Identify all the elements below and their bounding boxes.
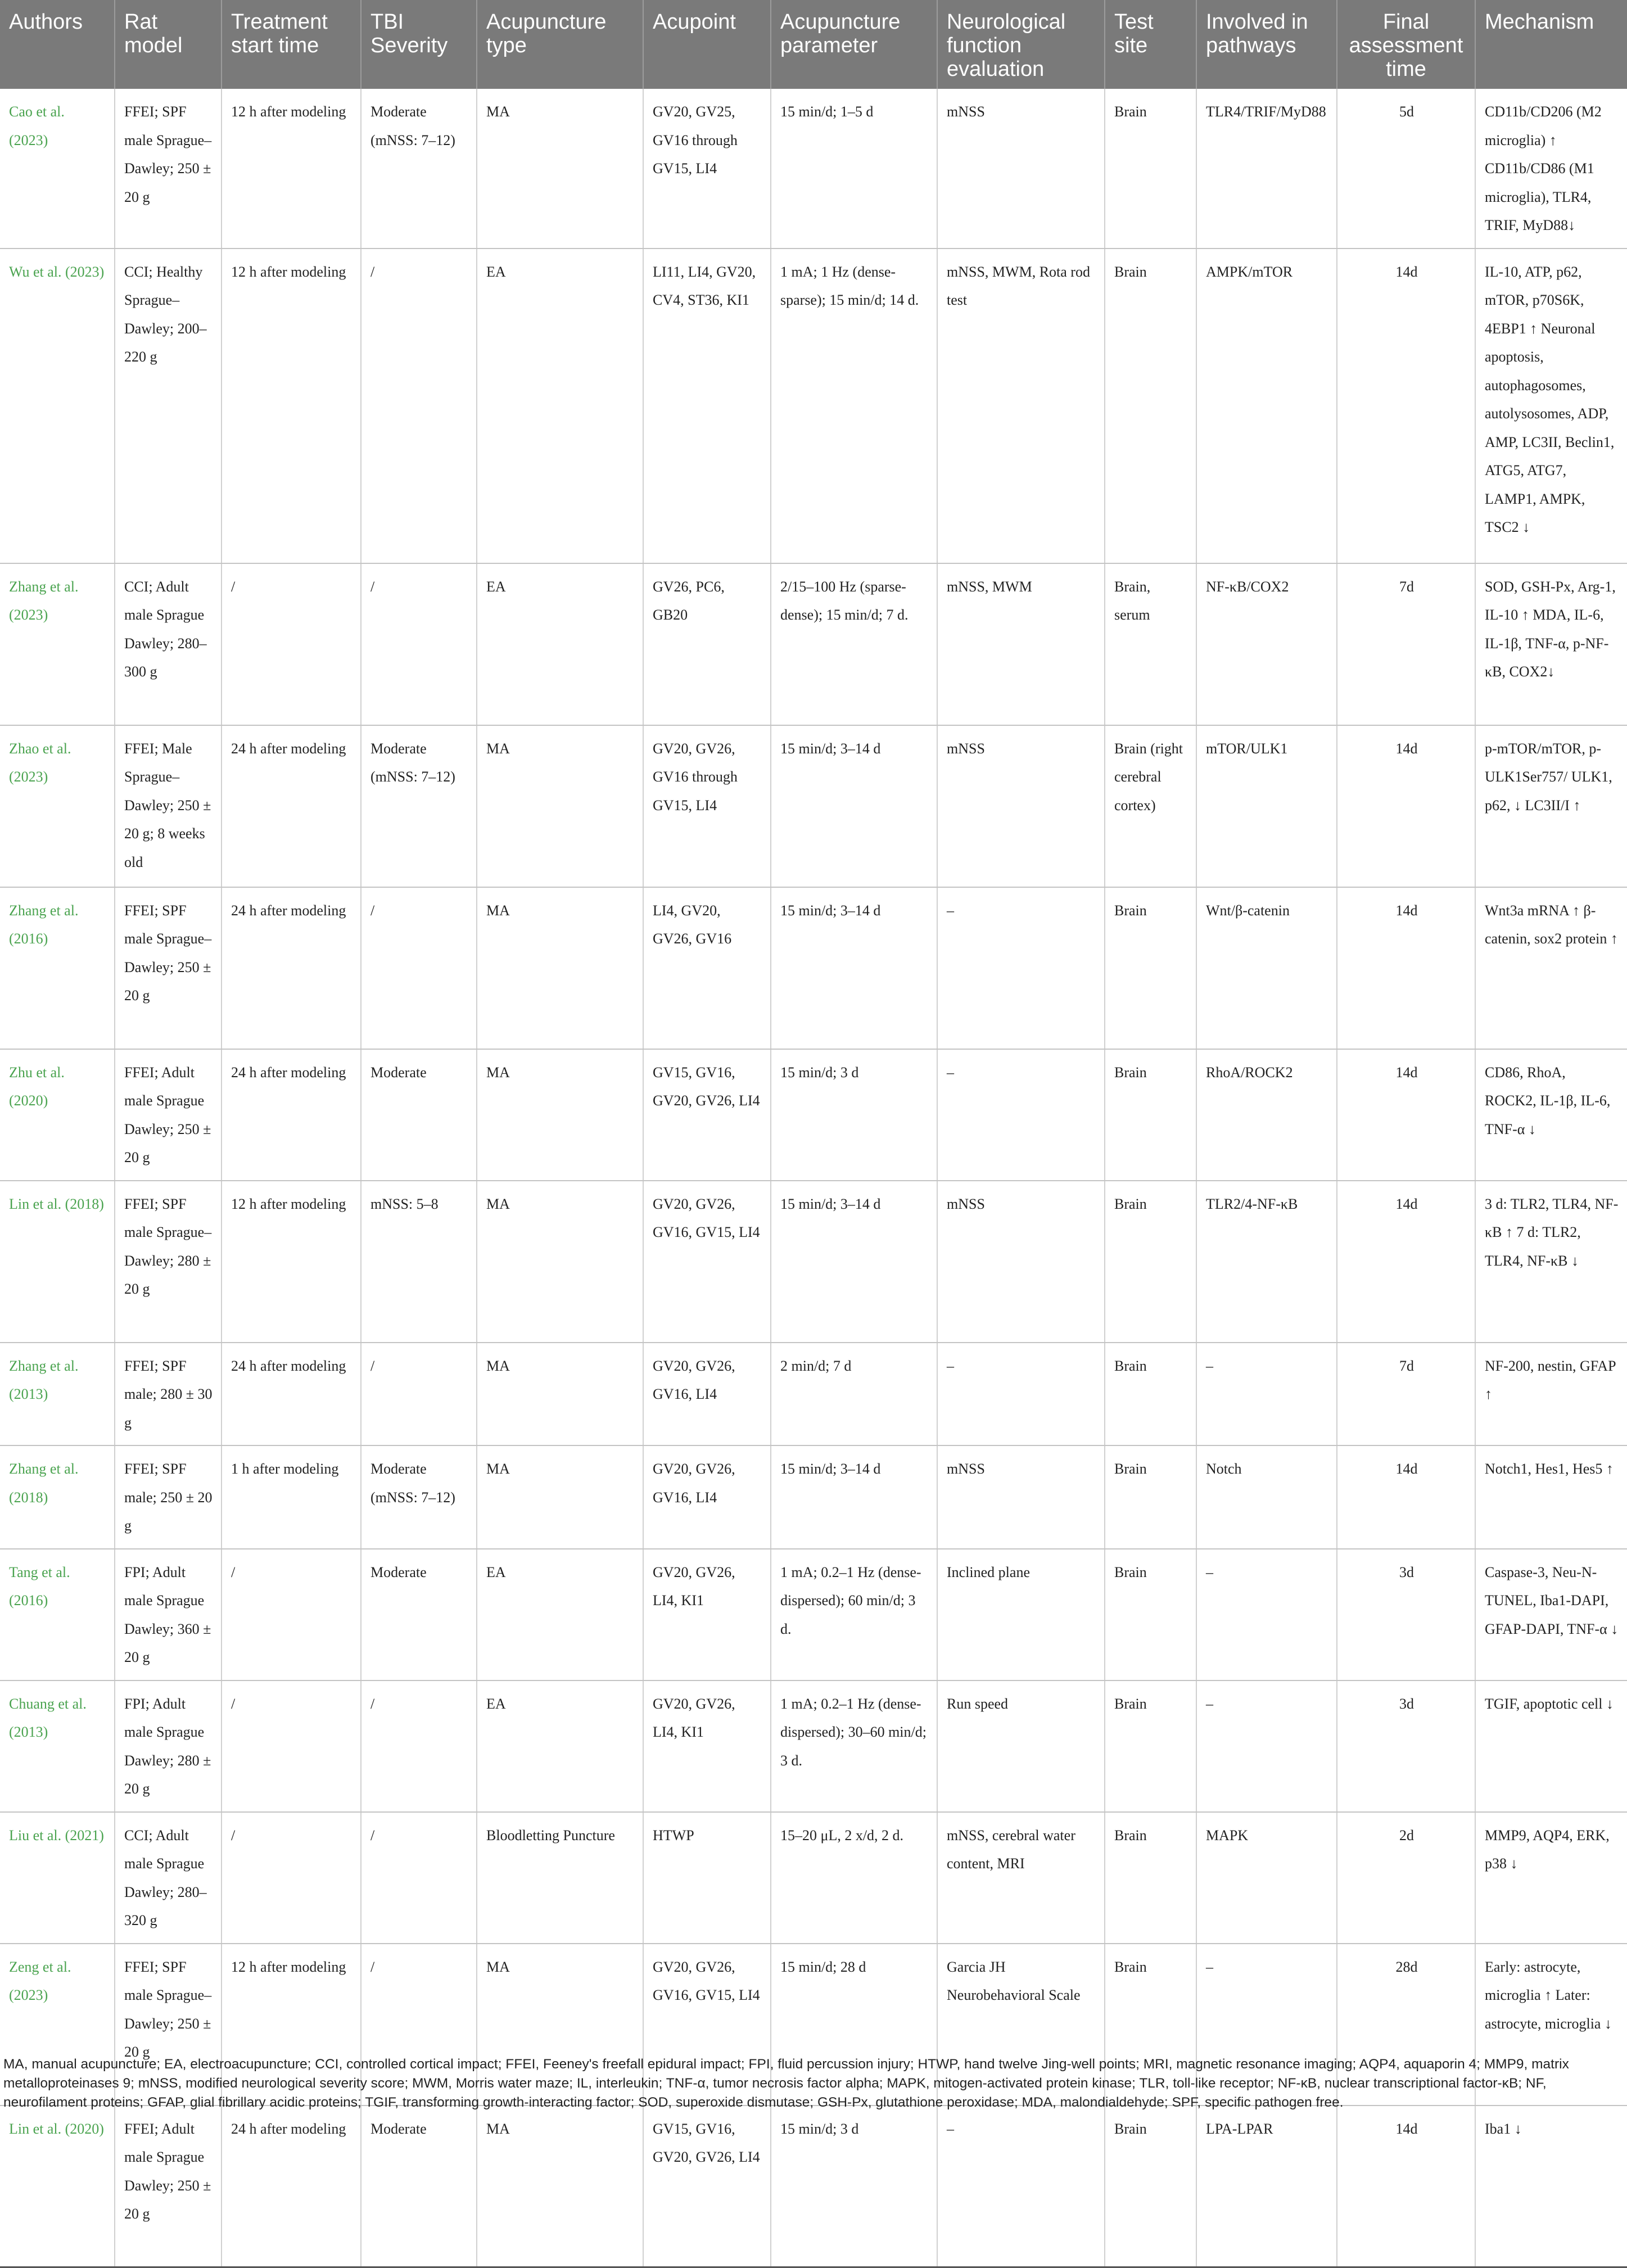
table-row bbox=[0, 249, 1627, 563]
cell-final-assessment: 14d bbox=[1337, 1049, 1475, 1181]
cell-rat-model: FFEI; Adult male Sprague Dawley; 250 ± 20 g bbox=[115, 2106, 222, 2267]
header-final-assessment: Final assessment time bbox=[1337, 0, 1475, 89]
cell-neurological-evaluation: mNSS, MWM, Rota rod test bbox=[937, 249, 1105, 563]
cell-author[interactable]: Lin et al. (2020) bbox=[0, 2106, 115, 2267]
cell-acupoint: GV20, GV26, GV16, LI4 bbox=[643, 1343, 771, 1446]
cell-author[interactable]: Zhang et al. (2023) bbox=[0, 563, 115, 725]
cell-neurological-evaluation: mNSS, MWM bbox=[937, 563, 1105, 725]
cell-tbi-severity: Moderate bbox=[361, 1549, 477, 1680]
cell-neurological-evaluation: – bbox=[937, 1343, 1105, 1446]
header-authors: Authors bbox=[0, 0, 115, 89]
cell-mechanism: Caspase-3, Neu-N-TUNEL, Iba1-DAPI, GFAP-DAPI, TNF-α ↓ bbox=[1475, 1549, 1627, 1680]
cell-final-assessment: 14d bbox=[1337, 887, 1475, 1049]
cell-author[interactable]: Wu et al. (2023) bbox=[0, 249, 115, 563]
cell-acupuncture-type: MA bbox=[477, 89, 643, 249]
cell-mechanism: NF-200, nestin, GFAP ↑ bbox=[1475, 1343, 1627, 1446]
cell-mechanism: Notch1, Hes1, Hes5 ↑ bbox=[1475, 1445, 1627, 1549]
cell-treatment-start: 24 h after modeling bbox=[222, 725, 361, 887]
cell-mechanism: SOD, GSH-Px, Arg-1, IL-10 ↑ MDA, IL-6, IL-1β, TNF-α, p-NF-κB, COX2↓ bbox=[1475, 563, 1627, 725]
cell-treatment-start: 12 h after modeling bbox=[222, 1181, 361, 1343]
cell-acupoint: GV15, GV16, GV20, GV26, LI4 bbox=[643, 2106, 771, 2267]
cell-rat-model: CCI; Healthy Sprague–Dawley; 200–220 g bbox=[115, 249, 222, 563]
cell-final-assessment: 7d bbox=[1337, 1343, 1475, 1446]
header-pathways: Involved in pathways bbox=[1196, 0, 1337, 89]
cell-pathways: LPA-LPAR bbox=[1196, 2106, 1337, 2267]
table-row bbox=[0, 1680, 1627, 1812]
cell-acupoint: GV20, GV26, GV16, GV15, LI4 bbox=[643, 1944, 771, 2106]
cell-neurological-evaluation: – bbox=[937, 887, 1105, 1049]
table-row bbox=[0, 563, 1627, 725]
table-footnote: MA, manual acupuncture; EA, electroacupuncture; CCI, controlled cortical impact; FFEI, Feeney's freefall epidural impact; FPI, fluid percussion injury; HTWP, hand twelve Jing-well points; MRI, magnetic resonance imaging; AQP4, aquaporin 4; MMP9, matrix metalloproteinases 9; mNSS, modified neurological severity score; MWM, Morris water maze; IL, interleukin; TNF-α, tumor necrosis factor alpha; MAPK, mitogen-activated protein kinase; TLR, toll-like receptor; NF-κB, nuclear transcriptional factor-κB; NF, neurofilament proteins; GFAP, glial fibrillary acidic proteins; TGIF, transforming growth-interacting factor; SOD, superoxide dismutase; GSH-Px, glutathione peroxidase; MDA, malondialdehyde; SPF, specific pathogen free. bbox=[3, 2057, 1569, 2110]
cell-neurological-evaluation: mNSS bbox=[937, 89, 1105, 249]
cell-treatment-start: 24 h after modeling bbox=[222, 887, 361, 1049]
cell-acupuncture-parameter: 15 min/d; 3–14 d bbox=[771, 887, 937, 1049]
cell-pathways: – bbox=[1196, 1549, 1337, 1680]
header-acupoint: Acupoint bbox=[643, 0, 771, 89]
cell-neurological-evaluation: mNSS bbox=[937, 1181, 1105, 1343]
table-row bbox=[0, 2106, 1627, 2267]
cell-test-site: Brain bbox=[1105, 887, 1196, 1049]
cell-treatment-start: 1 h after modeling bbox=[222, 1445, 361, 1549]
cell-mechanism: CD11b/CD206 (M2 microglia) ↑ CD11b/CD86 (M1 microglia), TLR4, TRIF, MyD88↓ bbox=[1475, 89, 1627, 249]
cell-tbi-severity: Moderate (mNSS: 7–12) bbox=[361, 89, 477, 249]
cell-final-assessment: 14d bbox=[1337, 725, 1475, 887]
cell-test-site: Brain bbox=[1105, 1181, 1196, 1343]
cell-treatment-start: / bbox=[222, 1812, 361, 1944]
cell-acupuncture-type: EA bbox=[477, 1549, 643, 1680]
cell-rat-model: FFEI; SPF male Sprague–Dawley; 280 ± 20 g bbox=[115, 1181, 222, 1343]
cell-treatment-start: 12 h after modeling bbox=[222, 1944, 361, 2106]
cell-author[interactable]: Chuang et al. (2013) bbox=[0, 1680, 115, 1812]
cell-neurological-evaluation: Garcia JH Neurobehavioral Scale bbox=[937, 1944, 1105, 2106]
cell-acupuncture-type: MA bbox=[477, 725, 643, 887]
header-test-site: Test site bbox=[1105, 0, 1196, 89]
cell-rat-model: FFEI; SPF male Sprague–Dawley; 250 ± 20 g bbox=[115, 887, 222, 1049]
cell-neurological-evaluation: mNSS bbox=[937, 725, 1105, 887]
cell-rat-model: FFEI; Male Sprague–Dawley; 250 ± 20 g; 8 weeks old bbox=[115, 725, 222, 887]
cell-tbi-severity: mNSS: 5–8 bbox=[361, 1181, 477, 1343]
cell-neurological-evaluation: Run speed bbox=[937, 1680, 1105, 1812]
cell-test-site: Brain bbox=[1105, 1812, 1196, 1944]
cell-pathways: TLR4/TRIF/MyD88 bbox=[1196, 89, 1337, 249]
cell-author[interactable]: Zeng et al. (2023) bbox=[0, 1944, 115, 2106]
cell-final-assessment: 7d bbox=[1337, 563, 1475, 725]
cell-acupoint: GV20, GV26, LI4, KI1 bbox=[643, 1680, 771, 1812]
cell-acupuncture-parameter: 15 min/d; 3 d bbox=[771, 2106, 937, 2267]
cell-pathways: mTOR/ULK1 bbox=[1196, 725, 1337, 887]
cell-test-site: Brain bbox=[1105, 89, 1196, 249]
cell-acupuncture-parameter: 2/15–100 Hz (sparse-dense); 15 min/d; 7 d. bbox=[771, 563, 937, 725]
cell-acupuncture-type: Bloodletting Puncture bbox=[477, 1812, 643, 1944]
table-row bbox=[0, 1549, 1627, 1680]
cell-treatment-start: 24 h after modeling bbox=[222, 2106, 361, 2267]
header-tbi-severity: TBI Severity bbox=[361, 0, 477, 89]
cell-tbi-severity: Moderate (mNSS: 7–12) bbox=[361, 725, 477, 887]
table-row bbox=[0, 1445, 1627, 1549]
cell-acupuncture-parameter: 2 min/d; 7 d bbox=[771, 1343, 937, 1446]
cell-author[interactable]: Tang et al. (2016) bbox=[0, 1549, 115, 1680]
cell-rat-model: FPI; Adult male Sprague Dawley; 360 ± 20 g bbox=[115, 1549, 222, 1680]
cell-acupoint: GV20, GV26, GV16 through GV15, LI4 bbox=[643, 725, 771, 887]
cell-acupoint: HTWP bbox=[643, 1812, 771, 1944]
cell-author[interactable]: Lin et al. (2018) bbox=[0, 1181, 115, 1343]
cell-acupuncture-type: EA bbox=[477, 563, 643, 725]
cell-author[interactable]: Zhang et al. (2018) bbox=[0, 1445, 115, 1549]
cell-acupuncture-type: MA bbox=[477, 1181, 643, 1343]
cell-tbi-severity: / bbox=[361, 1680, 477, 1812]
cell-pathways: NF-κB/COX2 bbox=[1196, 563, 1337, 725]
header-mechanism: Mechanism bbox=[1475, 0, 1627, 89]
cell-test-site: Brain bbox=[1105, 1445, 1196, 1549]
cell-acupuncture-parameter: 15 min/d; 3–14 d bbox=[771, 1181, 937, 1343]
cell-acupoint: GV20, GV26, GV16, LI4 bbox=[643, 1445, 771, 1549]
cell-treatment-start: / bbox=[222, 1549, 361, 1680]
cell-pathways: – bbox=[1196, 1944, 1337, 2106]
cell-acupuncture-parameter: 15–20 μL, 2 x/d, 2 d. bbox=[771, 1812, 937, 1944]
cell-final-assessment: 28d bbox=[1337, 1944, 1475, 2106]
cell-pathways: Notch bbox=[1196, 1445, 1337, 1549]
cell-treatment-start: / bbox=[222, 563, 361, 725]
header-acupuncture-parameter: Acupuncture parameter bbox=[771, 0, 937, 89]
table-row bbox=[0, 1181, 1627, 1343]
cell-mechanism: p-mTOR/mTOR, p-ULK1Ser757/ ULK1, p62, ↓ LC3II/I ↑ bbox=[1475, 725, 1627, 887]
cell-acupuncture-type: EA bbox=[477, 249, 643, 563]
table-row bbox=[0, 1812, 1627, 1944]
cell-mechanism: MMP9, AQP4, ERK, p38 ↓ bbox=[1475, 1812, 1627, 1944]
cell-author[interactable]: Zhang et al. (2013) bbox=[0, 1343, 115, 1446]
cell-acupuncture-type: MA bbox=[477, 1445, 643, 1549]
cell-author[interactable]: Zhao et al. (2023) bbox=[0, 725, 115, 887]
cell-treatment-start: 24 h after modeling bbox=[222, 1049, 361, 1181]
cell-treatment-start: 12 h after modeling bbox=[222, 249, 361, 563]
cell-acupoint: GV15, GV16, GV20, GV26, LI4 bbox=[643, 1049, 771, 1181]
cell-rat-model: FPI; Adult male Sprague Dawley; 280 ± 20 g bbox=[115, 1680, 222, 1812]
cell-final-assessment: 3d bbox=[1337, 1549, 1475, 1680]
table-body bbox=[0, 89, 1627, 2267]
cell-test-site: Brain (right cerebral cortex) bbox=[1105, 725, 1196, 887]
cell-test-site: Brain, serum bbox=[1105, 563, 1196, 725]
cell-rat-model: CCI; Adult male Sprague Dawley; 280–300 g bbox=[115, 563, 222, 725]
cell-treatment-start: / bbox=[222, 1680, 361, 1812]
cell-acupuncture-parameter: 15 min/d; 3 d bbox=[771, 1049, 937, 1181]
header-row bbox=[0, 0, 1627, 89]
cell-mechanism: Wnt3a mRNA ↑ β-catenin, sox2 protein ↑ bbox=[1475, 887, 1627, 1049]
cell-final-assessment: 3d bbox=[1337, 1680, 1475, 1812]
cell-pathways: Wnt/β-catenin bbox=[1196, 887, 1337, 1049]
table-row bbox=[0, 1343, 1627, 1446]
cell-mechanism: Iba1 ↓ bbox=[1475, 2106, 1627, 2267]
cell-author[interactable]: Cao et al. (2023) bbox=[0, 89, 115, 249]
cell-acupoint: GV20, GV26, GV16, GV15, LI4 bbox=[643, 1181, 771, 1343]
cell-final-assessment: 14d bbox=[1337, 249, 1475, 563]
table-row bbox=[0, 725, 1627, 887]
cell-mechanism: Early: astrocyte, microglia ↑ Later: astrocyte, microglia ↓ bbox=[1475, 1944, 1627, 2106]
cell-mechanism: IL-10, ATP, p62, mTOR, p70S6K, 4EBP1 ↑ Neuronal apoptosis, autophagosomes, autolysosomes, ADP, AMP, LC3II, Beclin1, ATG5, ATG7, LAMP1, AMPK, TSC2 ↓ bbox=[1475, 249, 1627, 563]
header-acupuncture-type: Acupuncture type bbox=[477, 0, 643, 89]
cell-treatment-start: 24 h after modeling bbox=[222, 1343, 361, 1446]
cell-tbi-severity: Moderate bbox=[361, 2106, 477, 2267]
cell-tbi-severity: / bbox=[361, 1944, 477, 2106]
cell-author[interactable]: Zhang et al. (2016) bbox=[0, 887, 115, 1049]
cell-pathways: – bbox=[1196, 1343, 1337, 1446]
cell-neurological-evaluation: – bbox=[937, 2106, 1105, 2267]
cell-acupuncture-parameter: 15 min/d; 3–14 d bbox=[771, 1445, 937, 1549]
cell-tbi-severity: / bbox=[361, 1343, 477, 1446]
cell-acupuncture-parameter: 1 mA; 1 Hz (dense-sparse); 15 min/d; 14 d. bbox=[771, 249, 937, 563]
cell-neurological-evaluation: mNSS bbox=[937, 1445, 1105, 1549]
cell-tbi-severity: Moderate (mNSS: 7–12) bbox=[361, 1445, 477, 1549]
cell-pathways: TLR2/4-NF-κB bbox=[1196, 1181, 1337, 1343]
cell-mechanism: TGIF, apoptotic cell ↓ bbox=[1475, 1680, 1627, 1812]
cell-acupuncture-parameter: 15 min/d; 3–14 d bbox=[771, 725, 937, 887]
table-row bbox=[0, 887, 1627, 1049]
cell-test-site: Brain bbox=[1105, 1343, 1196, 1446]
cell-author[interactable]: Liu et al. (2021) bbox=[0, 1812, 115, 1944]
cell-test-site: Brain bbox=[1105, 1944, 1196, 2106]
cell-test-site: Brain bbox=[1105, 1549, 1196, 1680]
cell-acupoint: LI4, GV20, GV26, GV16 bbox=[643, 887, 771, 1049]
cell-acupuncture-parameter: 1 mA; 0.2–1 Hz (dense-dispersed); 60 min/d; 3 d. bbox=[771, 1549, 937, 1680]
cell-tbi-severity: / bbox=[361, 249, 477, 563]
cell-pathways: RhoA/ROCK2 bbox=[1196, 1049, 1337, 1181]
cell-acupuncture-type: MA bbox=[477, 887, 643, 1049]
cell-acupuncture-parameter: 1 mA; 0.2–1 Hz (dense-dispersed); 30–60 min/d; 3 d. bbox=[771, 1680, 937, 1812]
cell-mechanism: 3 d: TLR2, TLR4, NF-κB ↑ 7 d: TLR2, TLR4, NF-κB ↓ bbox=[1475, 1181, 1627, 1343]
table-row bbox=[0, 1049, 1627, 1181]
cell-final-assessment: 2d bbox=[1337, 1812, 1475, 1944]
cell-test-site: Brain bbox=[1105, 249, 1196, 563]
cell-final-assessment: 14d bbox=[1337, 1181, 1475, 1343]
cell-tbi-severity: Moderate bbox=[361, 1049, 477, 1181]
cell-acupoint: GV26, PC6, GB20 bbox=[643, 563, 771, 725]
cell-acupuncture-parameter: 15 min/d; 28 d bbox=[771, 1944, 937, 2106]
cell-rat-model: FFEI; SPF male; 250 ± 20 g bbox=[115, 1445, 222, 1549]
cell-acupoint: GV20, GV26, LI4, KI1 bbox=[643, 1549, 771, 1680]
cell-test-site: Brain bbox=[1105, 1680, 1196, 1812]
cell-rat-model: FFEI; SPF male Sprague–Dawley; 250 ± 20 g bbox=[115, 1944, 222, 2106]
cell-tbi-severity: / bbox=[361, 887, 477, 1049]
cell-acupuncture-type: MA bbox=[477, 1944, 643, 2106]
cell-test-site: Brain bbox=[1105, 2106, 1196, 2267]
cell-acupuncture-type: MA bbox=[477, 2106, 643, 2267]
header-neurological-evaluation: Neurological function evaluation bbox=[937, 0, 1105, 89]
header-treatment-start: Treatment start time bbox=[222, 0, 361, 89]
cell-rat-model: FFEI; SPF male Sprague–Dawley; 250 ± 20 g bbox=[115, 89, 222, 249]
cell-rat-model: FFEI; SPF male; 280 ± 30 g bbox=[115, 1343, 222, 1446]
cell-tbi-severity: / bbox=[361, 563, 477, 725]
cell-mechanism: CD86, RhoA, ROCK2, IL-1β, IL-6, TNF-α ↓ bbox=[1475, 1049, 1627, 1181]
cell-acupuncture-type: MA bbox=[477, 1049, 643, 1181]
cell-acupuncture-type: EA bbox=[477, 1680, 643, 1812]
cell-neurological-evaluation: mNSS, cerebral water content, MRI bbox=[937, 1812, 1105, 1944]
cell-acupuncture-parameter: 15 min/d; 1–5 d bbox=[771, 89, 937, 249]
cell-final-assessment: 5d bbox=[1337, 89, 1475, 249]
cell-neurological-evaluation: Inclined plane bbox=[937, 1549, 1105, 1680]
cell-final-assessment: 14d bbox=[1337, 2106, 1475, 2267]
cell-test-site: Brain bbox=[1105, 1049, 1196, 1181]
header-rat-model: Rat model bbox=[115, 0, 222, 89]
cell-author[interactable]: Zhu et al. (2020) bbox=[0, 1049, 115, 1181]
cell-acupoint: LI11, LI4, GV20, CV4, ST36, KI1 bbox=[643, 249, 771, 563]
cell-acupuncture-type: MA bbox=[477, 1343, 643, 1446]
cell-rat-model: CCI; Adult male Sprague Dawley; 280–320 g bbox=[115, 1812, 222, 1944]
cell-pathways: – bbox=[1196, 1680, 1337, 1812]
cell-final-assessment: 14d bbox=[1337, 1445, 1475, 1549]
cell-pathways: AMPK/mTOR bbox=[1196, 249, 1337, 563]
cell-pathways: MAPK bbox=[1196, 1812, 1337, 1944]
cell-tbi-severity: / bbox=[361, 1812, 477, 1944]
cell-acupoint: GV20, GV25, GV16 through GV15, LI4 bbox=[643, 89, 771, 249]
cell-neurological-evaluation: – bbox=[937, 1049, 1105, 1181]
cell-treatment-start: 12 h after modeling bbox=[222, 89, 361, 249]
cell-rat-model: FFEI; Adult male Sprague Dawley; 250 ± 20 g bbox=[115, 1049, 222, 1181]
table-row bbox=[0, 89, 1627, 249]
